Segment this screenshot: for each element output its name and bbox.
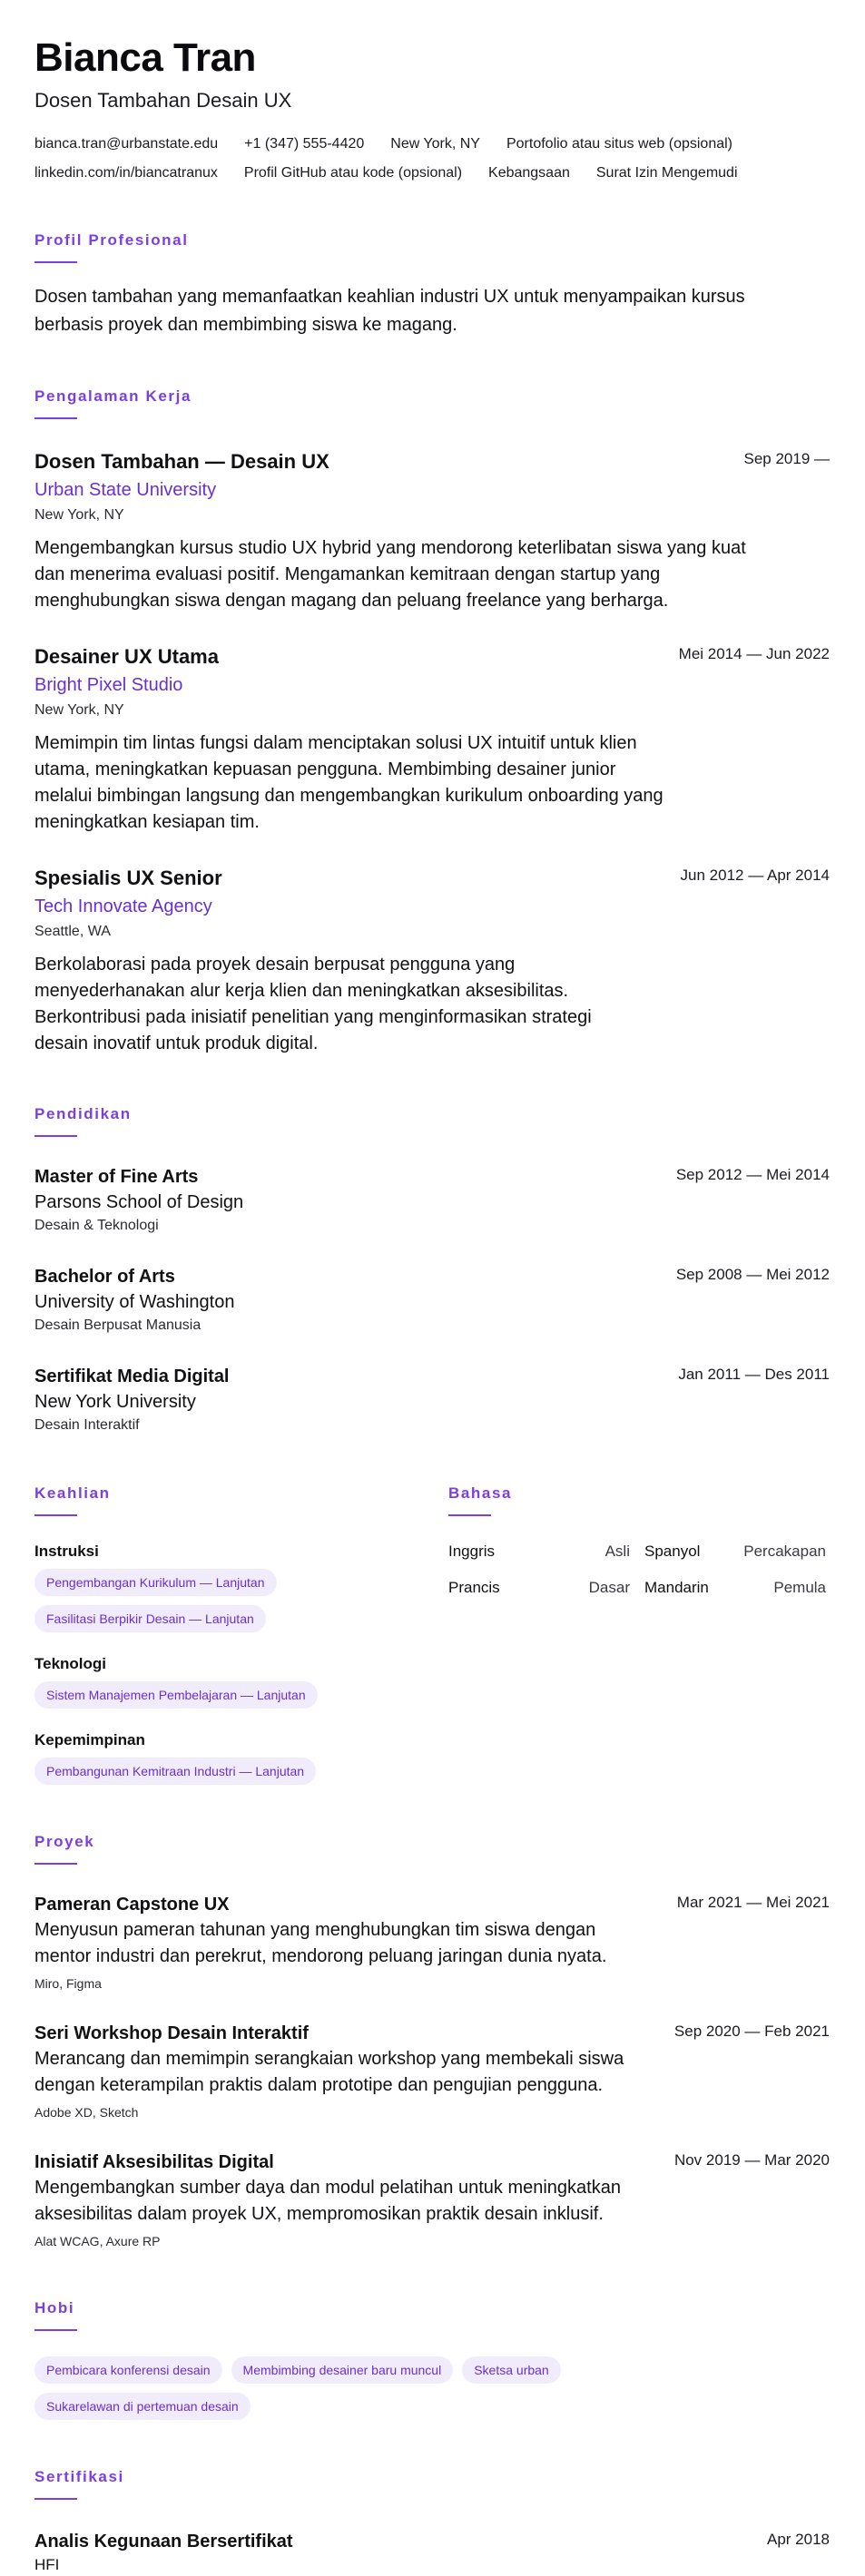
skill-group-title: Kepemimpinan <box>34 1731 145 1748</box>
section-divider <box>448 1514 491 1516</box>
job-location: Seattle, WA <box>34 924 111 939</box>
section-title: Sertifikasi <box>34 2468 124 2485</box>
language-item <box>448 1542 630 1562</box>
section-divider <box>34 261 77 263</box>
section-divider <box>34 1135 77 1137</box>
language-name: Inggris <box>448 1543 496 1560</box>
job-dates: Sep 2019 — <box>743 450 830 467</box>
hobbies-section <box>34 2298 830 2420</box>
project-description: Menyusun pameran tahunan yang menghubungkan tim siswa dengan mentor industri dan perekrut, mendorong peluang jaringan dunia nyata. <box>34 1920 607 1966</box>
project-tools: Alat WCAG, Axure RP <box>34 2234 161 2248</box>
certification-date: Apr 2018 <box>767 2531 830 2548</box>
language-level: Dasar <box>588 1579 630 1596</box>
language-name: Mandarin <box>644 1579 709 1596</box>
section-divider <box>34 1863 77 1865</box>
experience-item <box>34 448 830 614</box>
edu-school: University of Washington <box>34 1292 235 1312</box>
project-item <box>34 2021 830 2122</box>
skill-chip: Fasilitasi Berpikir Desain — Lanjutan <box>34 1605 266 1632</box>
skills-languages-row <box>34 1484 830 1785</box>
edu-degree: Bachelor of Arts <box>34 1267 175 1287</box>
section-divider <box>34 417 77 419</box>
edu-dates: Jan 2011 — Des 2011 <box>678 1366 830 1383</box>
education-item <box>34 1264 830 1337</box>
person-name: Bianca Tran <box>34 35 256 80</box>
certification-name: Analis Kegunaan Bersertifikat <box>34 2532 293 2552</box>
contact-nationality: Kebangsaan <box>488 165 570 181</box>
edu-dates: Sep 2008 — Mei 2012 <box>675 1266 830 1283</box>
education-item <box>34 1364 830 1436</box>
project-tools: Miro, Figma <box>34 1976 102 1991</box>
language-name: Prancis <box>448 1579 500 1596</box>
certifications-section <box>34 2467 830 2576</box>
language-name: Spanyol <box>644 1543 701 1560</box>
language-level: Percakapan <box>743 1543 826 1560</box>
project-description: Merancang dan memimpin serangkaian workshop yang membekali siswa dengan keterampilan praktis dalam prototipe dan pengujian pengguna. <box>34 2049 624 2095</box>
job-role: Dosen Tambahan — Desain UX <box>34 450 329 473</box>
section-divider <box>34 2329 77 2331</box>
job-company: Bright Pixel Studio <box>34 675 183 695</box>
contact-license: Surat Izin Mengemudi <box>595 165 738 181</box>
hobby-chips <box>34 2356 670 2420</box>
project-tools: Adobe XD, Sketch <box>34 2105 139 2120</box>
project-name: Inisiatif Aksesibilitas Digital <box>34 2152 274 2172</box>
hobby-chip: Membimbing desainer baru muncul <box>231 2356 454 2384</box>
job-company: Tech Innovate Agency <box>34 896 212 916</box>
experience-item <box>34 865 830 1057</box>
hobby-chip: Sketsa urban <box>462 2356 561 2384</box>
languages-section <box>448 1484 830 1785</box>
language-item <box>644 1578 826 1598</box>
section-title: Keahlian <box>34 1484 111 1502</box>
contact-linkedin[interactable]: linkedin.com/in/biancatranux <box>34 165 218 181</box>
certification-item <box>34 2529 830 2576</box>
skill-chip: Pembangunan Kemitraan Industri — Lanjutan <box>34 1758 316 1785</box>
summary-section <box>34 230 830 339</box>
contact-portfolio[interactable]: Portofolio atau situs web (opsional) <box>506 136 733 152</box>
language-level: Asli <box>605 1543 630 1560</box>
skill-chip: Sistem Manajemen Pembelajaran — Lanjutan <box>34 1681 318 1709</box>
job-company: Urban State University <box>34 480 217 500</box>
headline: Dosen Tambahan Desain UX <box>34 89 292 112</box>
summary-text: Dosen tambahan yang memanfaatkan keahlian industri UX untuk menyampaikan kursus berbasis proyek dan membimbing siswa ke magang. <box>34 287 745 335</box>
project-name: Seri Workshop Desain Interaktif <box>34 2023 309 2043</box>
projects-section <box>34 1832 830 2251</box>
skill-group-title: Teknologi <box>34 1655 107 1672</box>
skill-chips <box>34 1758 448 1785</box>
edu-dates: Sep 2012 — Mei 2014 <box>675 1166 830 1183</box>
edu-school: New York University <box>34 1392 196 1412</box>
contact-phone[interactable]: +1 (347) 555-4420 <box>244 136 365 152</box>
job-dates: Jun 2012 — Apr 2014 <box>680 867 830 884</box>
edu-degree: Sertifikat Media Digital <box>34 1366 230 1386</box>
edu-school: Parsons School of Design <box>34 1192 244 1212</box>
job-description: Berkolaborasi pada proyek desain berpusat pengguna yang menyederhanakan alur kerja klien dan meningkatkan aksesibilitas. Berkontribusi pada inisiatif penelitian yang menginformasikan strategi desain inovatif untuk produk digital. <box>34 955 592 1053</box>
job-description: Memimpin tim lintas fungsi dalam menciptakan solusi UX intuitif untuk klien utama, meningkatkan kepuasan pengguna. Membimbing desainer junior melalui bimbingan langsung dan mengembangkan kurikulum onboarding yang meningkatkan kesiapan tim. <box>34 733 663 832</box>
experience-section <box>34 387 830 1057</box>
job-role: Spesialis UX Senior <box>34 867 222 889</box>
section-title: Bahasa <box>448 1484 513 1502</box>
education-item <box>34 1164 830 1237</box>
job-location: New York, NY <box>34 507 124 523</box>
contact-email[interactable]: bianca.tran@urbanstate.edu <box>34 136 219 152</box>
skill-chips <box>34 1569 398 1632</box>
resume-header <box>34 34 830 183</box>
section-title: Pengalaman Kerja <box>34 387 192 405</box>
job-location: New York, NY <box>34 702 124 718</box>
hobby-chip: Pembicara konferensi desain <box>34 2356 222 2384</box>
experience-item <box>34 643 830 836</box>
section-title: Hobi <box>34 2299 75 2316</box>
section-divider <box>34 1514 77 1516</box>
skill-chip: Pengembangan Kurikulum — Lanjutan <box>34 1569 277 1596</box>
project-dates: Nov 2019 — Mar 2020 <box>673 2151 830 2169</box>
hobby-chip: Sukarelawan di pertemuan desain <box>34 2393 251 2420</box>
section-title: Proyek <box>34 1833 95 1850</box>
edu-degree: Master of Fine Arts <box>34 1167 199 1187</box>
certification-issuer: HFI <box>34 2556 60 2573</box>
skill-group-title: Instruksi <box>34 1543 99 1560</box>
project-name: Pameran Capstone UX <box>34 1895 230 1915</box>
edu-field: Desain Interaktif <box>34 1417 140 1433</box>
project-item <box>34 1892 830 1993</box>
project-dates: Mar 2021 — Mei 2021 <box>676 1894 830 1911</box>
section-title: Profil Profesional <box>34 231 189 249</box>
section-title: Pendidikan <box>34 1105 132 1122</box>
skills-section <box>34 1484 448 1785</box>
job-role: Desainer UX Utama <box>34 645 219 668</box>
contact-list <box>34 134 830 183</box>
language-list <box>448 1542 830 1598</box>
project-dates: Sep 2020 — Feb 2021 <box>673 2023 830 2040</box>
skill-chips <box>34 1681 448 1709</box>
education-section <box>34 1104 830 1436</box>
job-dates: Mei 2014 — Jun 2022 <box>678 645 830 662</box>
section-divider <box>34 2498 77 2500</box>
language-item <box>448 1578 630 1598</box>
contact-github[interactable]: Profil GitHub atau kode (opsional) <box>243 165 463 181</box>
project-item <box>34 2150 830 2251</box>
edu-field: Desain & Teknologi <box>34 1218 159 1233</box>
edu-field: Desain Berpusat Manusia <box>34 1317 202 1333</box>
language-item <box>644 1542 826 1562</box>
language-level: Pemula <box>773 1579 826 1596</box>
contact-location: New York, NY <box>390 136 480 152</box>
job-description: Mengembangkan kursus studio UX hybrid yang mendorong keterlibatan siswa yang kuat dan menerima evaluasi positif. Mengamankan kemitraan dengan startup yang menghubungkan siswa dengan magang dan peluang freelance yang berharga. <box>34 538 746 611</box>
project-description: Mengembangkan sumber daya dan modul pelatihan untuk meningkatkan aksesibilitas dalam proyek UX, mempromosikan praktik desain inklusif. <box>34 2178 621 2224</box>
